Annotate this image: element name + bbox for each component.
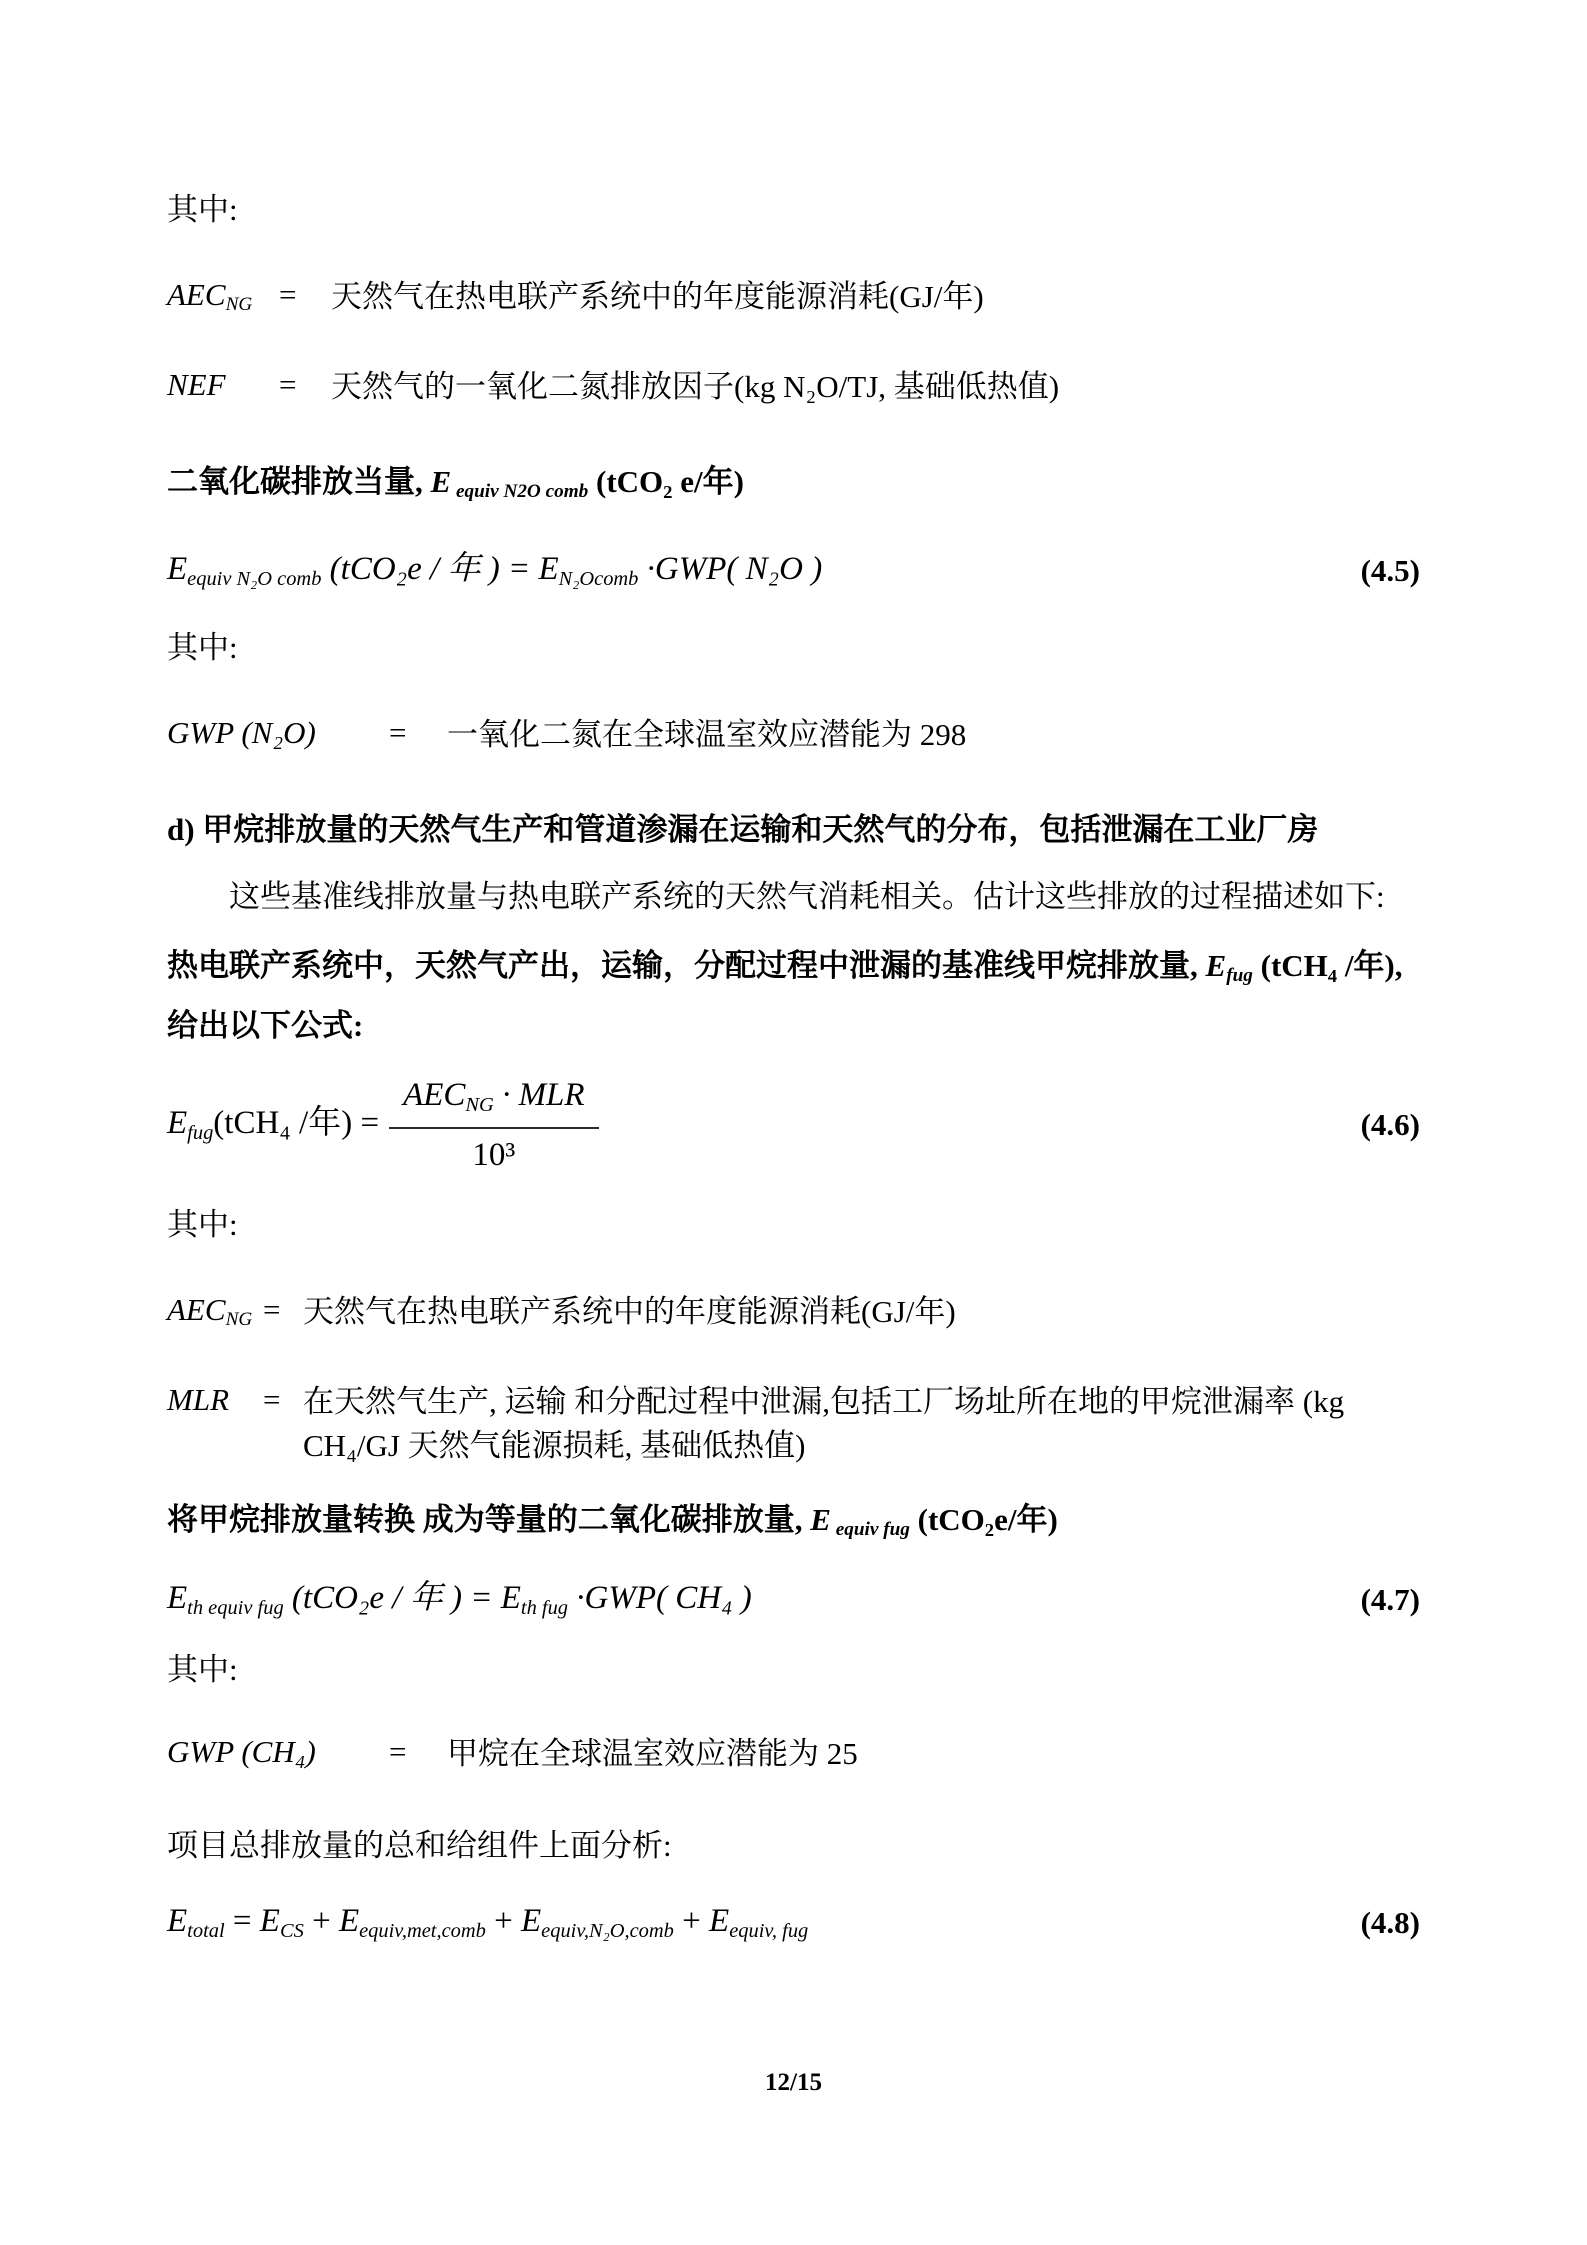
equals-sign: = <box>263 1382 281 1417</box>
paragraph-baseline-emissions: 这些基准线排放量与热电联产系统的天然气消耗相关。估计这些排放的过程描述如下: <box>229 879 1385 914</box>
equals-sign: = <box>389 715 407 750</box>
fraction-numerator: AECNG · MLR <box>403 1077 585 1116</box>
equals-sign: = <box>389 1734 407 1769</box>
definition-term: GWP (N₂O) <box>167 715 316 750</box>
fraction-denominator: 10³ <box>389 1127 598 1177</box>
heading-co2-equivalent: 二氧化碳排放当量, E equiv N2O comb (tCO₂ e/年) <box>167 464 744 503</box>
equation-formula: Etotal = ECS + Eequiv,met,comb + Eequiv,N₂O,comb + Eequiv, fug <box>167 1903 809 1942</box>
definition-term: NEF <box>167 367 226 402</box>
equation-number: (4.7) <box>1360 1582 1420 1617</box>
where-label-3: 其中: <box>167 1207 238 1242</box>
equation-4-7 <box>167 1578 1420 1622</box>
equals-sign: = <box>279 367 297 402</box>
definition-term: AECNG <box>167 1292 253 1331</box>
equation-4-8 <box>167 1901 1420 1945</box>
heading-conversion: 将甲烷排放量转换 成为等量的二氧化碳排放量, E equiv fug (tCO₂e/年) <box>167 1502 1058 1541</box>
equation-4-6 <box>167 1073 1420 1177</box>
page-number: 12/15 <box>765 2069 822 2096</box>
equals-sign: = <box>279 277 297 312</box>
paragraph-total-emissions: 项目总排放量的总和给组件上面分析: <box>167 1828 672 1863</box>
heading-fugitive-methane: 热电联产系统中，天然气产出，运输，分配过程中泄漏的基准线甲烷排放量, Efug (tCH₄ /年), 给出以下公式: <box>167 948 1403 1043</box>
definition-description: 在天然气生产, 运输 和分配过程中泄漏,包括工厂场址所在地的甲烷泄漏率 (kg CH₄/GJ 天然气能源损耗, 基础低热值) <box>303 1384 1345 1463</box>
equation-number: (4.8) <box>1360 1905 1420 1940</box>
definition-row-nef <box>167 365 1420 409</box>
definition-description: 天然气在热电联产系统中的年度能源消耗(GJ/年) <box>303 1294 956 1329</box>
where-label-4: 其中: <box>167 1652 238 1687</box>
equation-formula: Eth equiv fug (tCO₂e / 年 ) = Eth fug ·GWP( CH₄ ) <box>167 1580 752 1619</box>
definition-row-aec-2 <box>167 1290 1420 1335</box>
definition-row-mlr <box>167 1380 1420 1468</box>
where-label-1: 其中: <box>167 192 238 227</box>
heading-section-d: d) 甲烷排放量的天然气生产和管道渗漏在运输和天然气的分布，包括泄漏在工业厂房 <box>167 812 1319 847</box>
equation-number: (4.6) <box>1360 1107 1420 1142</box>
fraction <box>389 1073 598 1177</box>
definition-term: AECNG <box>167 277 253 316</box>
equation-lhs: Efug(tCH₄ /年) = <box>167 1105 380 1144</box>
definition-term: MLR <box>167 1382 229 1417</box>
equation-number: (4.5) <box>1360 553 1420 588</box>
where-label-2: 其中: <box>167 630 238 665</box>
definition-description: 天然气在热电联产系统中的年度能源消耗(GJ/年) <box>331 279 984 314</box>
definition-row-gwp-n2o <box>167 713 1420 757</box>
equation-4-5 <box>167 549 1420 593</box>
definition-description: 甲烷在全球温室效应潜能为 25 <box>447 1736 858 1771</box>
equals-sign: = <box>263 1292 281 1327</box>
equation-formula: Eequiv N₂O comb (tCO₂e / 年 ) = EN₂Ocomb ·GWP( N₂O ) <box>167 551 823 590</box>
definition-description: 一氧化二氮在全球温室效应潜能为 298 <box>447 717 967 752</box>
definition-row-aec-1 <box>167 275 1420 320</box>
equation-formula <box>167 1073 599 1177</box>
definition-row-gwp-ch4 <box>167 1732 1420 1776</box>
definition-description: 天然气的一氧化二氮排放因子(kg N₂O/TJ, 基础低热值) <box>331 369 1060 404</box>
definition-term: GWP (CH₄) <box>167 1734 316 1769</box>
